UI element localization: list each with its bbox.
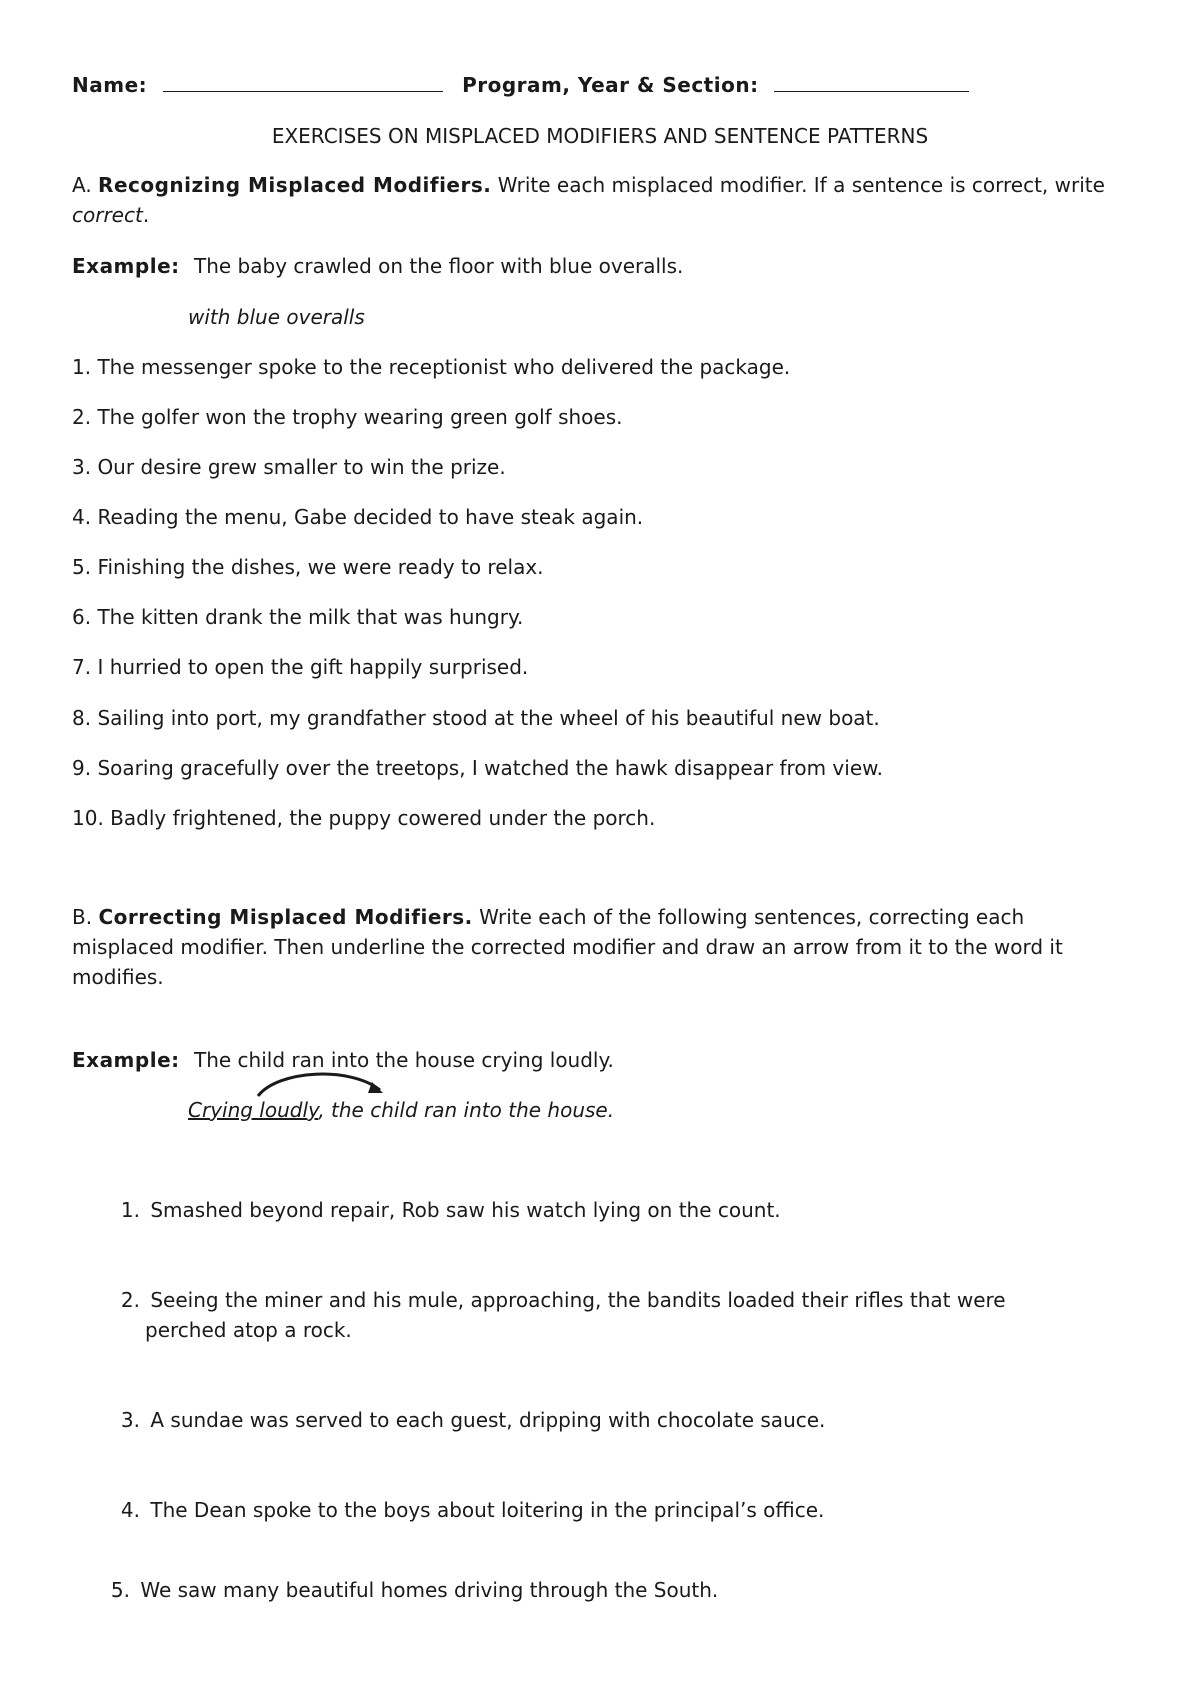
section-a-item: 5. Finishing the dishes, we were ready to relax. bbox=[72, 555, 544, 579]
section-a-item: 6. The kitten drank the milk that was hungry. bbox=[72, 605, 524, 629]
section-b-item-text: Seeing the miner and his mule, approaching, the bandits loaded their rifles that were bbox=[150, 1288, 1006, 1312]
section-b-item bbox=[100, 1575, 718, 1605]
corrected-sentence-rest: , the child ran into the house. bbox=[318, 1098, 615, 1122]
section-a-example-answer: with blue overalls bbox=[188, 305, 365, 329]
section-a-instruction-end: . bbox=[142, 203, 150, 227]
section-b-item bbox=[100, 1285, 1006, 1315]
section-a-instruction-italic: correct bbox=[72, 203, 143, 227]
section-a-heading: Recognizing Misplaced Modifiers. bbox=[98, 173, 492, 197]
section-a-item: 8. Sailing into port, my grandfather stood at the wheel of his beautiful new boat. bbox=[72, 706, 880, 730]
section-a-item: 10. Badly frightened, the puppy cowered under the porch. bbox=[72, 806, 656, 830]
section-b-item-text: Smashed beyond repair, Rob saw his watch lying on the count. bbox=[150, 1198, 781, 1222]
section-a-item: 2. The golfer won the trophy wearing green golf shoes. bbox=[72, 405, 623, 429]
name-label: Name: bbox=[72, 73, 148, 97]
section-b-item-number: 1. bbox=[120, 1198, 140, 1222]
section-a-item: 9. Soaring gracefully over the treetops, I watched the hawk disappear from view. bbox=[72, 756, 883, 780]
section-b-example-answer bbox=[188, 1095, 614, 1125]
section-a-intro bbox=[72, 170, 1132, 230]
section-b-item bbox=[100, 1195, 781, 1225]
page-title: EXERCISES ON MISPLACED MODIFIERS AND SENTENCE PATTERNS bbox=[271, 124, 929, 148]
program-blank[interactable] bbox=[774, 71, 969, 92]
section-b-item-continuation: perched atop a rock. bbox=[145, 1318, 352, 1342]
section-b-item-number: 5. bbox=[110, 1578, 130, 1602]
section-b-item-number: 4. bbox=[120, 1498, 140, 1522]
section-a-instruction: Write each misplaced modifier. If a sentence is correct, write bbox=[497, 173, 1105, 197]
section-b-instruction: Write each of the following sentences, correcting each misplaced modifier. Then underline the corrected modifier and draw an arrow from it to the word it modifies. bbox=[72, 905, 1063, 989]
section-a-item: 1. The messenger spoke to the receptionist who delivered the package. bbox=[72, 355, 791, 379]
section-a-example bbox=[72, 251, 683, 281]
section-a-item: 3. Our desire grew smaller to win the prize. bbox=[72, 455, 506, 479]
section-a-item: 7. I hurried to open the gift happily surprised. bbox=[72, 655, 529, 679]
section-b-item-text: A sundae was served to each guest, dripping with chocolate sauce. bbox=[150, 1408, 826, 1432]
section-b-intro bbox=[72, 902, 1132, 992]
section-b-heading: Correcting Misplaced Modifiers. bbox=[98, 905, 473, 929]
section-b-item-number: 2. bbox=[120, 1288, 140, 1312]
section-a-letter: A. bbox=[72, 173, 92, 197]
section-b-example-text: The child ran into the house crying loudly. bbox=[194, 1048, 614, 1072]
section-b-letter: B. bbox=[72, 905, 93, 929]
section-b-item-number: 3. bbox=[120, 1408, 140, 1432]
section-b-item-text: We saw many beautiful homes driving through the South. bbox=[140, 1578, 719, 1602]
program-label: Program, Year & Section: bbox=[462, 73, 759, 97]
section-b-item bbox=[100, 1495, 824, 1525]
section-a-example-label: Example: bbox=[72, 254, 180, 278]
section-a-example-text: The baby crawled on the floor with blue overalls. bbox=[194, 254, 684, 278]
section-b-item bbox=[100, 1405, 825, 1435]
header-row bbox=[72, 70, 969, 100]
section-a-item: 4. Reading the menu, Gabe decided to have steak again. bbox=[72, 505, 644, 529]
section-b-example-label: Example: bbox=[72, 1048, 180, 1072]
name-blank[interactable] bbox=[163, 71, 443, 92]
corrected-modifier: Crying loudly bbox=[188, 1098, 319, 1122]
section-b-item-text: The Dean spoke to the boys about loitering in the principal’s office. bbox=[150, 1498, 825, 1522]
